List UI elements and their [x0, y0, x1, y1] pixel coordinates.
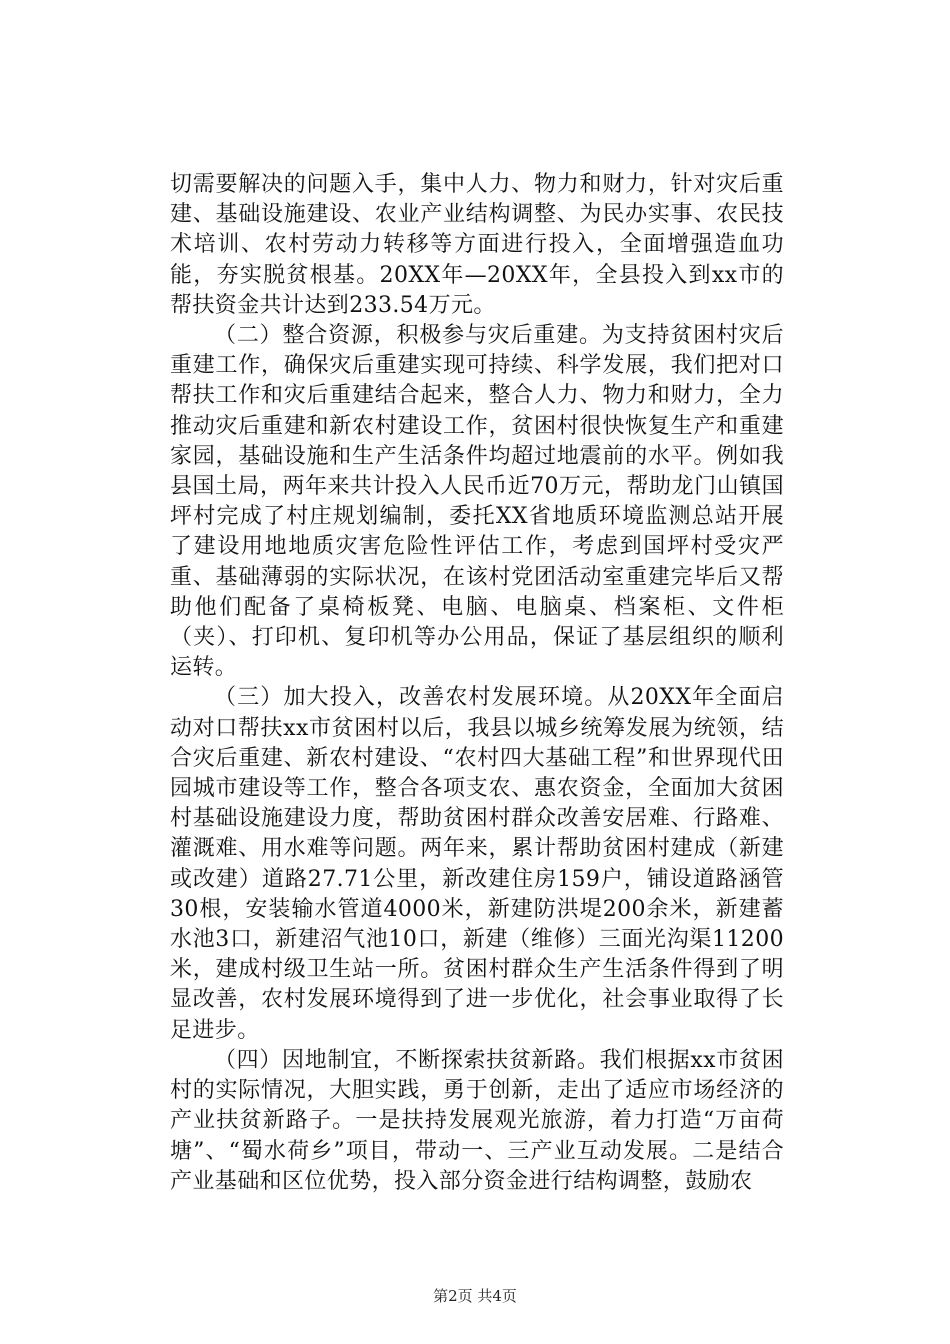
paragraph-section-3: （三）加大投入，改善农村发展环境。从20XX年全面启动对口帮扶xx市贫困村以后，我县以城乡统筹发展为统领，结合灾后重建、新农村建设、“农村四大基础工程”和世界现代田园城市建设等工作，整合各项支农、惠农资金，全面加大贫困村基础设施建设力度，帮助贫困村群众改善安居难、行路难、灌溉难、用水难等问题。两年来，累计帮助贫困村建成（新建或改建）道路27.71公里，新改建住房159户，铺设道路涵管30根，安装输水管道4000米，新建防洪堤200余米，新建蓄水池3口，新建沼气池10口，新建（维修）三面光沟渠11200米，建成村级卫生站一所。贫困村群众生产生活条件得到了明显改善，农村发展环境得到了进一步优化，社会事业取得了长足进步。 [170, 685, 784, 1043]
document-body [170, 170, 784, 1197]
page-number-footer: 第2页 共4页 [433, 1287, 517, 1305]
paragraph-section-4: （四）因地制宜，不断探索扶贫新路。我们根据xx市贫困村的实际情况，大胆实践，勇于创新，走出了适应市场经济的产业扶贫新路子。一是扶持发展观光旅游，着力打造“万亩荷塘”、“蜀水荷乡”项目，带动一、三产业互动发展。二是结合产业基础和区位优势，投入部分资金进行结构调整，鼓励农 [170, 1047, 784, 1194]
paragraph-continuation: 切需要解决的问题入手，集中人力、物力和财力，针对灾后重建、基础设施建设、农业产业结构调整、为民办实事、农民技术培训、农村劳动力转移等方面进行投入，全面增强造血功能，夯实脱贫根基。20XX年—20XX年，全县投入到xx市的帮扶资金共计达到233.54万元。 [170, 172, 784, 318]
paragraph-section-2: （二）整合资源，积极参与灾后重建。为支持贫困村灾后重建工作，确保灾后重建实现可持续、科学发展，我们把对口帮扶工作和灾后重建结合起来，整合人力、物力和财力，全力推动灾后重建和新农村建设工作，贫困村很快恢复生产和重建家园，基础设施和生产生活条件均超过地震前的水平。例如我县国土局，两年来共计投入人民币近70万元，帮助龙门山镇国坪村完成了村庄规划编制，委托XX省地质环境监测总站开展了建设用地地质灾害危险性评估工作，考虑到国坪村受灾严重、基础薄弱的实际状况，在该村党团活动室重建完毕后又帮助他们配备了桌椅板凳、电脑、电脑桌、档案柜、文件柜（夹）、打印机、复印机等办公用品，保证了基层组织的顺利运转。 [170, 323, 784, 681]
